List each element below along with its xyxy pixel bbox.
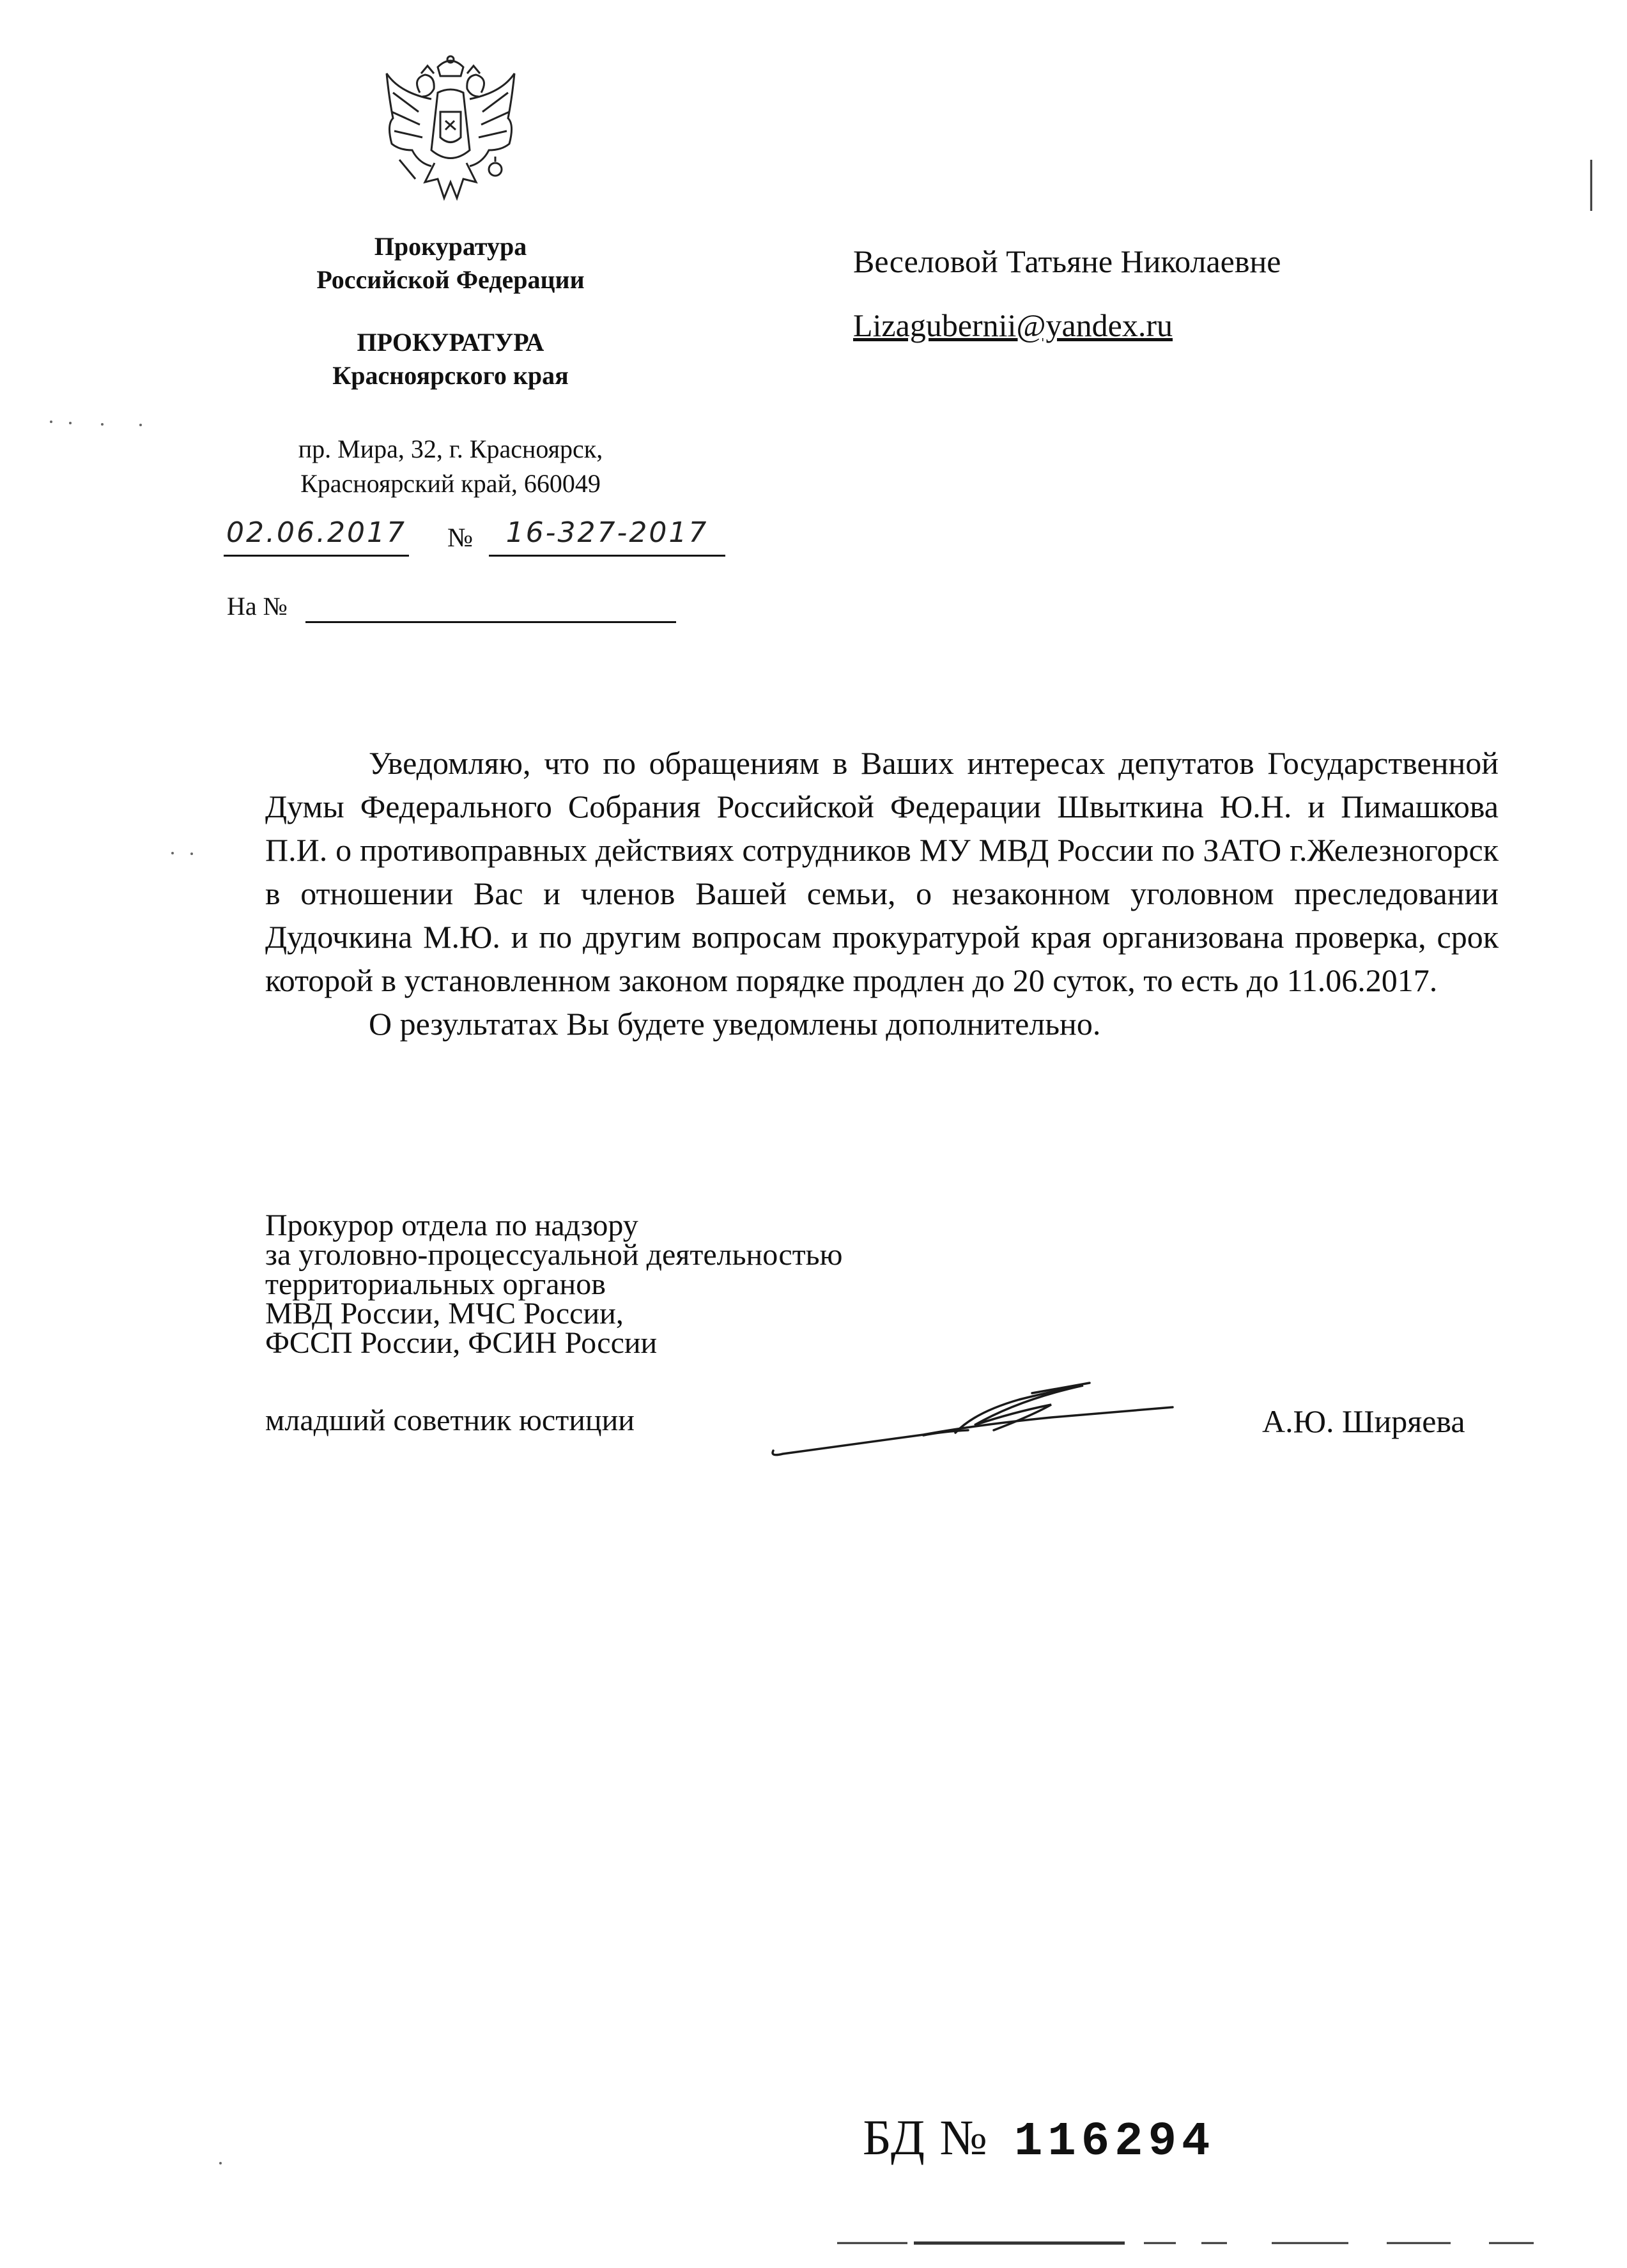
- signatory-name: А.Ю. Ширяева: [1262, 1403, 1465, 1439]
- body-paragraph-1: Уведомляю, что по обращениям в Ваших интересах депутатов Государственной Думы Федерального Собрания Российской Федерации Швыткина Ю.Н. и Пимашкова П.И. о противоправных действиях сотрудников МУ МВД России по ЗАТО г.Железногорск в отношении Вас и членов Вашей семьи, о незаконном уголовном преследовании Дудочкина М.Ю. и по другим вопросам прокуратурой края организована проверка, срок которой в установленном законом порядке продлен до 20 суток, то есть до 11.06.2017.: [265, 745, 1499, 998]
- body-paragraph-2: О результатах Вы будете уведомлены дополнительно.: [369, 1006, 1101, 1042]
- coat-of-arms-icon: [374, 54, 527, 214]
- title-line-2: за уголовно-процессуальной деятельностью: [265, 1238, 843, 1272]
- letter-body: [265, 741, 1499, 1045]
- org-line-1: Прокуратура: [374, 232, 527, 261]
- sender-address: [252, 432, 649, 501]
- dept-line-1: ПРОКУРАТУРА: [357, 328, 544, 357]
- organization-header: [268, 230, 633, 297]
- recipient-email: Lizagubernii@yandex.ru: [853, 307, 1173, 343]
- dept-line-2: Красноярского края: [332, 361, 569, 390]
- address-line-1: пр. Мира, 32, г. Красноярск,: [298, 435, 603, 463]
- recipient-name: Веселовой Татьяне Николаевне: [853, 243, 1281, 279]
- org-line-2: Российской Федерации: [316, 265, 585, 294]
- department-header: [268, 326, 633, 392]
- reply-reference-label: На №: [227, 592, 288, 621]
- title-line-1: Прокурор отдела по надзору: [265, 1208, 638, 1242]
- signatory-rank: младший советник юстиции: [265, 1403, 635, 1437]
- form-number: [863, 2109, 1215, 2169]
- title-line-5: ФССП России, ФСИН России: [265, 1326, 658, 1360]
- handwritten-signature: [764, 1374, 1179, 1470]
- title-line-3: территориальных органов: [265, 1267, 606, 1301]
- reply-reference-line: [305, 621, 676, 623]
- signatory-title: [265, 1208, 843, 1360]
- form-number-value: 116294: [1014, 2115, 1215, 2169]
- registration-number-label: №: [447, 523, 474, 553]
- address-line-2: Красноярский край, 660049: [300, 469, 601, 498]
- form-number-label: БД №: [863, 2110, 989, 2165]
- registration-number: 16-327-2017: [489, 516, 725, 557]
- title-line-4: МВД России, МЧС России,: [265, 1297, 624, 1331]
- registration-date: 02.06.2017: [224, 516, 409, 557]
